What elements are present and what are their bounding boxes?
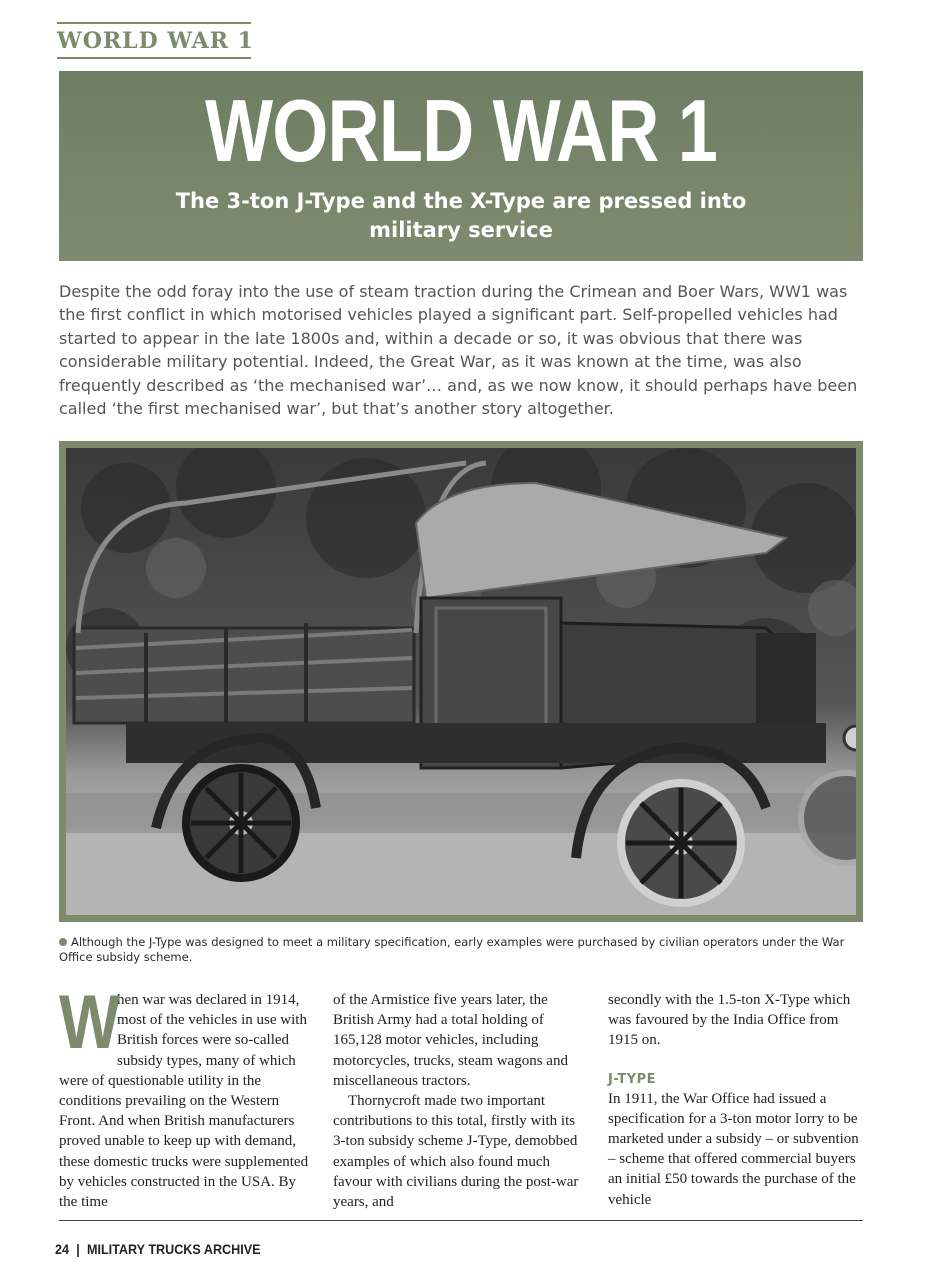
- body-column-2: [333, 990, 585, 1212]
- drop-cap: W: [59, 980, 120, 1065]
- photo-caption: [59, 935, 859, 965]
- title-banner: [59, 71, 863, 261]
- rear-wheel: [186, 768, 296, 878]
- body-paragraph: In 1911, the War Office had issued a specification for a 3-ton motor lorry to be marketed under a subsidy – or subvention – scheme that offered commercial buyers an initial £50 towards the purchase of the vehicle: [608, 1090, 859, 1208]
- body-paragraph: secondly with the 1.5-ton X-Type which was favoured by the India Office from 1915 on.: [608, 992, 851, 1049]
- front-wheel: [621, 783, 741, 903]
- page-footer: [55, 1240, 261, 1258]
- body-paragraph: Thornycroft made two important contributions to this total, firstly with its 3-ton subsidy scheme J-Type, demobbed examples of which also found much favour with civilians during the post-war years, and: [333, 1093, 579, 1211]
- footer-separator: |: [76, 1241, 80, 1257]
- caption-bullet-icon: [59, 938, 67, 946]
- footer-rule: [59, 1220, 863, 1221]
- page-number: 24: [55, 1241, 70, 1257]
- body-column-1: [59, 980, 311, 1212]
- body-paragraph: hen war was declared in 1914, most of the vehicles in use with British forces were so-called subsidy types, many of which were of questionable utility in the conditions prevailing on the Western Front. And when British manufacturers proved unable to keep up with demand, these domestic trucks were supplemented by vehicles constructed in the USA. By the time: [59, 992, 309, 1211]
- body-paragraph: of the Armistice five years later, the British Army had a total holding of 165,128 motor vehicles, including motorcycles, trucks, steam wagons and miscellaneous tractors.: [333, 992, 568, 1089]
- photo-frame: [59, 441, 863, 922]
- intro-paragraph: Despite the odd foray into the use of steam traction during the Crimean and Boer Wars, WW1 was the first conflict in which motorised vehicles played a significant part. Self-propelled vehicles had started to appear in the late 1800s and, within a decade or so, it was obvious that there was considerable military potential. Indeed, the Great War, as it was known at the time, was also frequently described as ‘the mechanised war’… and, as we now know, it should perhaps have been called ‘the first mechanised war’, but that’s another story altogether.: [59, 282, 858, 419]
- body-column-3: [608, 990, 860, 1210]
- page-title: WORLD WAR 1: [204, 81, 718, 180]
- page-subtitle: The 3-ton J-Type and the X-Type are pressed into military service: [175, 189, 747, 242]
- section-subhead: J-TYPE: [608, 1071, 657, 1087]
- publication-name: MILITARY TRUCKS ARCHIVE: [86, 1241, 261, 1257]
- caption-text: Although the J-Type was designed to meet a military specification, early examples were purchased by civilian operators under the War Office subsidy scheme.: [59, 935, 845, 964]
- truck-photo: [66, 448, 856, 915]
- section-tag: WORLD WAR 1: [57, 22, 251, 59]
